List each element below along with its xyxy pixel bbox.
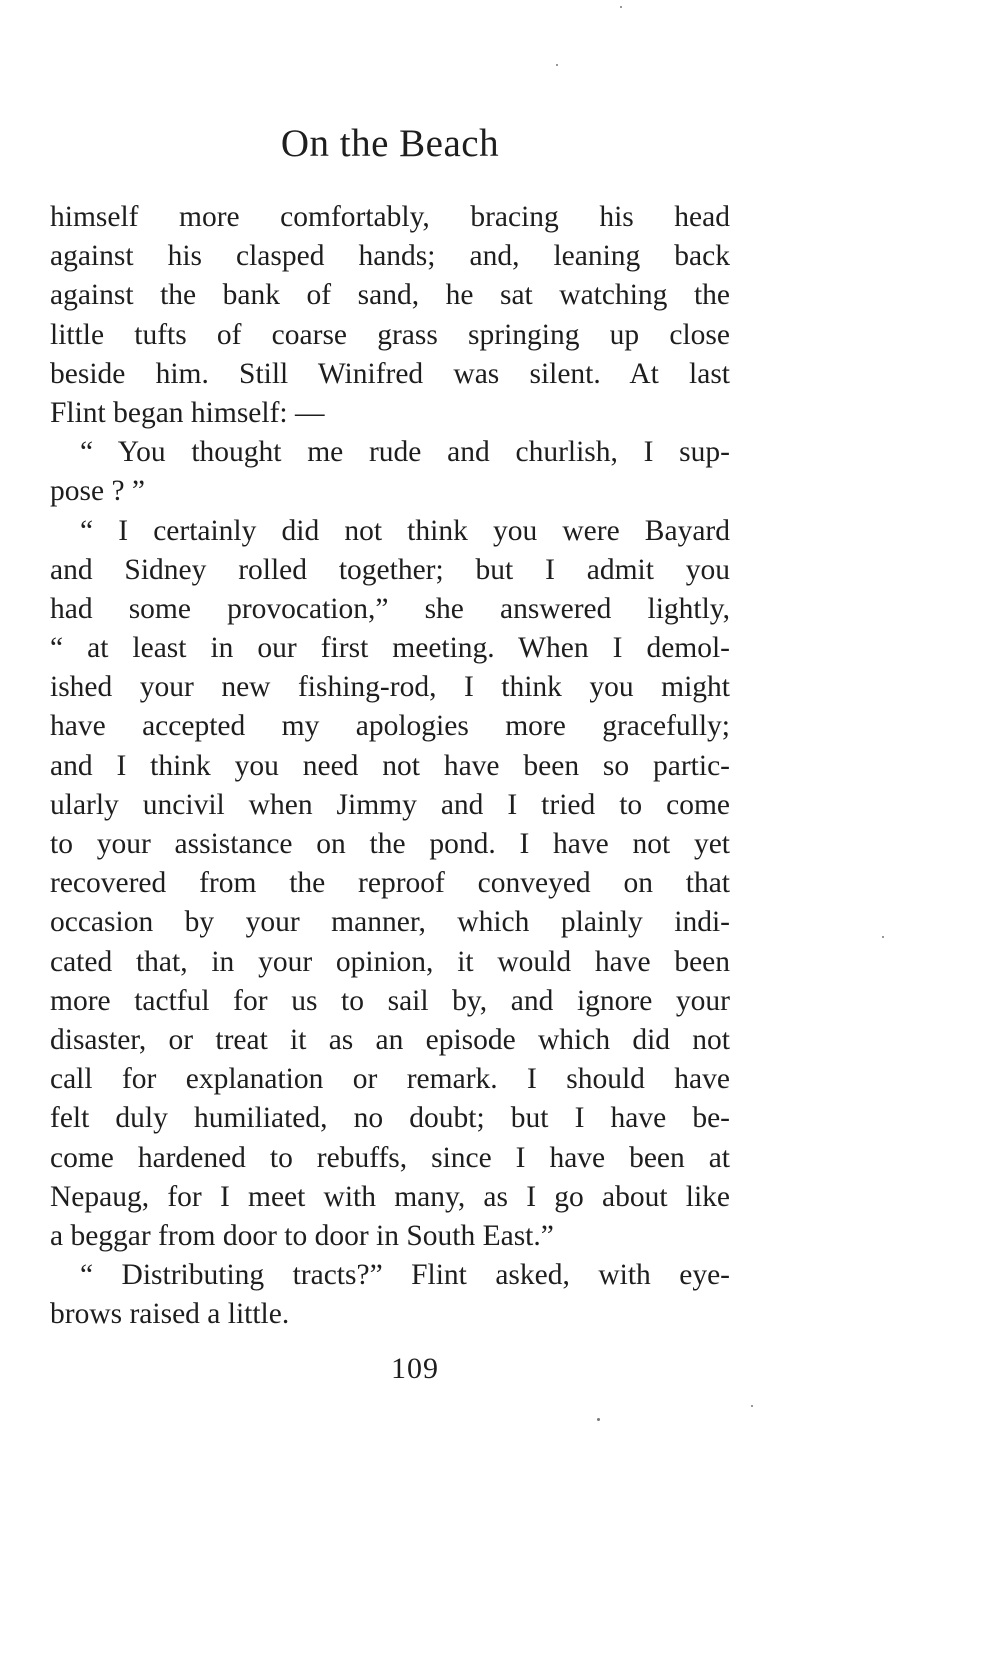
text-line: beside him. Still Winifred was silent. At last: [50, 357, 730, 390]
text-line: have accepted my apologies more gracefully;: [50, 710, 730, 743]
text-line: and I think you need not have been so partic-: [50, 749, 730, 782]
text-line: pose ? ”: [50, 475, 146, 508]
text-line: himself more comfortably, bracing his head: [50, 201, 730, 233]
text-line: little tufts of coarse grass springing up close: [50, 318, 730, 351]
text-line: ularly uncivil when Jimmy and I tried to come: [50, 788, 730, 821]
text-line: against his clasped hands; and, leaning back: [50, 240, 730, 273]
text-line: recovered from the reproof conveyed on that: [50, 867, 730, 900]
text-line: “ I certainly did not think you were Bayard: [80, 514, 730, 547]
paper-speck: [882, 936, 884, 938]
text-line: and Sidney rolled together; but I admit you: [50, 553, 730, 586]
text-line: Nepaug, for I meet with many, as I go about like: [50, 1180, 730, 1213]
text-line: come hardened to rebuffs, since I have been at: [50, 1141, 730, 1174]
body-text: [50, 198, 730, 1334]
text-line: had some provocation,” she answered lightly,: [50, 592, 730, 625]
text-line: brows raised a little.: [50, 1298, 290, 1331]
text-line: felt duly humiliated, no doubt; but I have be-: [50, 1102, 730, 1135]
text-line: Flint began himself: —: [50, 396, 325, 429]
text-line: disaster, or treat it as an episode which did not: [50, 1023, 730, 1056]
paper-speck: [556, 64, 558, 66]
paper-speck: [597, 1418, 600, 1421]
text-line: more tactful for us to sail by, and ignore your: [50, 984, 730, 1017]
text-line: “ Distributing tracts?” Flint asked, with eye-: [80, 1259, 730, 1292]
text-line: call for explanation or remark. I should have: [50, 1063, 730, 1096]
text-line: occasion by your manner, which plainly indi-: [50, 906, 730, 939]
paper-speck: [620, 6, 622, 8]
text-line: against the bank of sand, he sat watching the: [50, 279, 730, 312]
text-line: “ at least in our first meeting. When I demol-: [50, 632, 730, 665]
text-line: “ You thought me rude and churlish, I sup-: [80, 436, 730, 469]
text-line: to your assistance on the pond. I have not yet: [50, 828, 730, 860]
text-line: a beggar from door to door in South East.”: [50, 1219, 554, 1252]
paper-speck: [751, 1405, 753, 1407]
text-line: cated that, in your opinion, it would have been: [50, 945, 730, 978]
page-number: 109: [391, 1352, 439, 1385]
text-line: ished your new fishing-rod, I think you might: [50, 671, 730, 704]
running-head: On the Beach: [280, 122, 500, 165]
